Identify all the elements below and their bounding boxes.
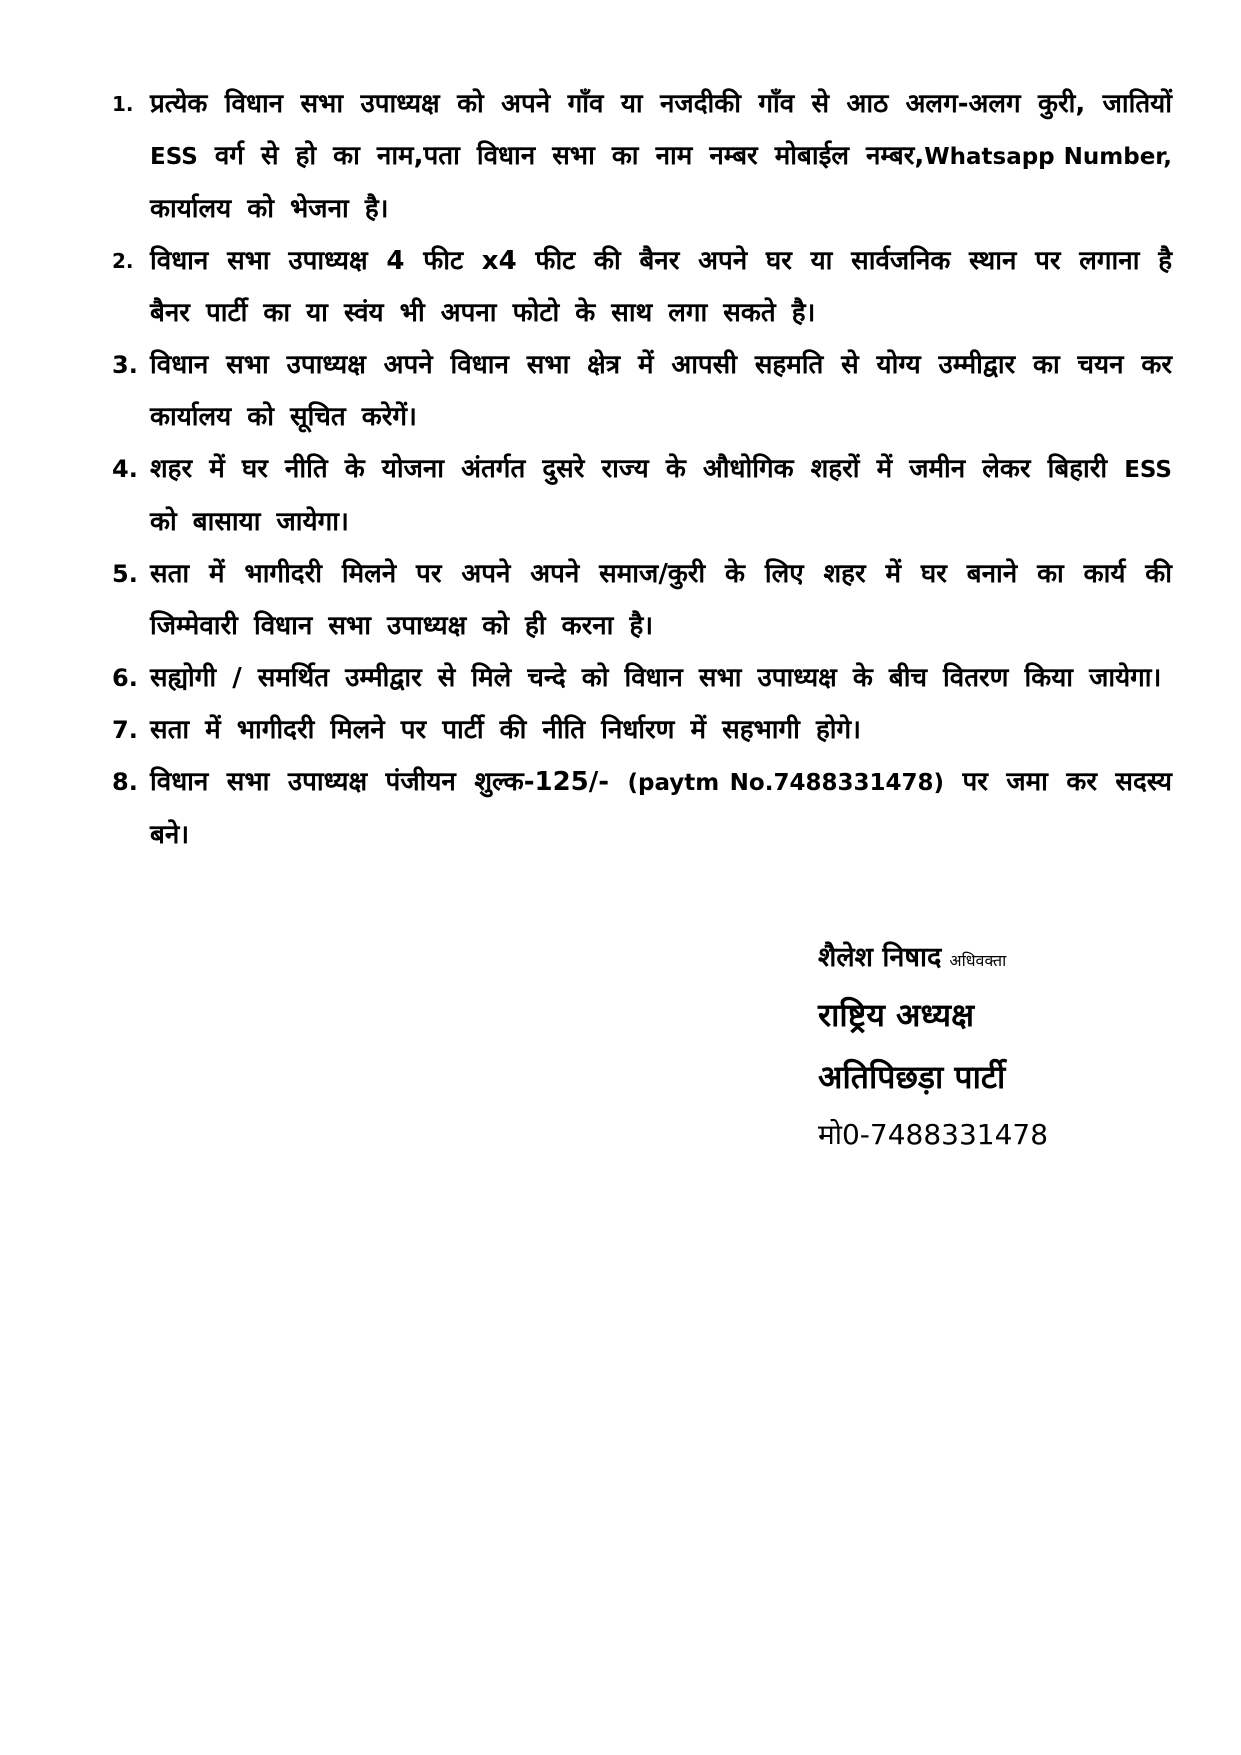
- item-number: 7.: [112, 716, 138, 744]
- item-number: 5.: [112, 560, 138, 588]
- signature-block: [818, 936, 1178, 1163]
- item-text-latin: ESS: [1124, 457, 1172, 483]
- item-text: सता में भागीदरी मिलने पर अपने अपने समाज/कुरी के लिए शहर में घर बनाने का कार्य की जिम्मेवारी विधान सभा उपाध्यक्ष को ही करना है।: [150, 559, 1172, 641]
- item-text: कार्यालय को भेजना है।: [150, 194, 389, 224]
- item-text: विधान सभा उपाध्यक्ष पंजीयन शुल्क-125/-: [150, 767, 628, 797]
- instruction-item-1: [112, 78, 1172, 235]
- item-text-latin: Whatsapp Number,: [924, 144, 1172, 170]
- party-name: अतिपिछड़ा पार्टी: [818, 1058, 1006, 1096]
- item-number: 6.: [112, 664, 138, 692]
- signatory-name: शैलेश निषाद: [818, 942, 942, 973]
- item-number: 8.: [112, 768, 138, 796]
- instruction-item-2: [112, 235, 1172, 339]
- signatory-title: राष्ट्रिय अध्यक्ष: [818, 996, 975, 1034]
- instruction-item-6: [112, 652, 1172, 704]
- item-text: पर जमा कर सदस्य बने।: [150, 767, 1172, 850]
- item-text: सह्योगी / समर्थित उम्मीद्वार से मिले चन्दे को विधान सभा उपाध्यक्ष के बीच वितरण किया जायेगा।: [150, 663, 1162, 693]
- item-number: 4.: [112, 455, 138, 483]
- item-number: 3.: [112, 351, 138, 379]
- item-number: 2.: [112, 249, 134, 273]
- instruction-item-7: [112, 704, 1172, 756]
- instruction-item-5: [112, 548, 1172, 652]
- instruction-item-4: [112, 443, 1172, 548]
- instruction-item-3: [112, 339, 1172, 443]
- contact-phone: मो0-7488331478: [818, 1118, 1049, 1151]
- item-text: विधान सभा उपाध्यक्ष 4 फीट x4 फीट की बैनर अपने घर या सार्वजनिक स्थान पर लगाना है बैनर पार्टी का या स्वंय भी अपना फोटो के साथ लगा सकते है।: [150, 246, 1172, 328]
- item-text-latin: (paytm No.7488331478): [627, 770, 944, 796]
- item-text: को बासाया जायेगा।: [150, 507, 349, 537]
- item-text-latin: ESS: [150, 144, 198, 170]
- item-text: वर्ग से हो का नाम,पता विधान सभा का नाम नम्बर मोबाईल नम्बर,: [197, 141, 925, 171]
- signatory-name-line: [818, 936, 1178, 983]
- item-text: शहर में घर नीति के योजना अंतर्गत दुसरे राज्य के औधोगिक शहरों में जमीन लेकर बिहारी: [150, 454, 1125, 484]
- item-number: 1.: [112, 92, 134, 116]
- item-text: प्रत्येक विधान सभा उपाध्यक्ष को अपने गाँव या नजदीकी गाँव से आठ अलग-अलग कुरी, जातियों: [150, 89, 1172, 119]
- item-text: विधान सभा उपाध्यक्ष अपने विधान सभा क्षेत्र में आपसी सहमति से योग्य उम्मीद्वार का चयन कर कार्यालय को सूचित करेगें।: [150, 350, 1172, 432]
- signatory-qualification: अधिवक्ता: [949, 951, 1007, 970]
- instruction-list: [112, 78, 1172, 861]
- item-text: सता में भागीदरी मिलने पर पार्टी की नीति निर्धारण में सहभागी होगे।: [150, 715, 861, 745]
- instruction-item-8: [112, 756, 1172, 861]
